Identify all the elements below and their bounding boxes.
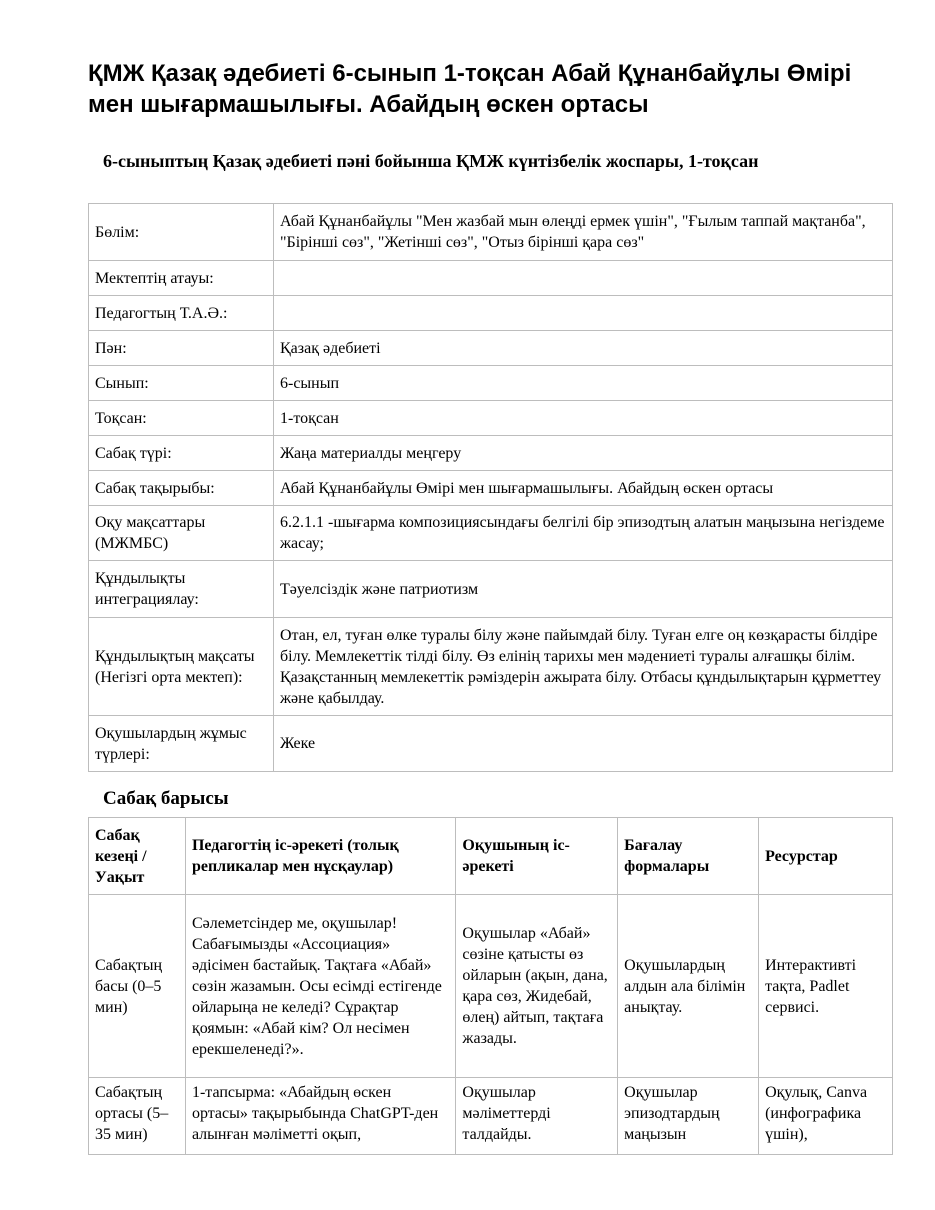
plan-subtitle: 6-сыныптың Қазақ әдебиеті пәні бойынша ҚМЖ күнтізбелік жоспары, 1-тоқсан [103,151,759,171]
info-label: Сабақ тақырыбы: [89,471,274,506]
info-value: Жеке [274,716,893,772]
info-row-term [89,401,893,436]
column-header-teacher-activity: Педагогтің іс-әрекеті (толық репликалар мен нұсқаулар) [185,818,455,895]
info-value: Отан, ел, туған өлке туралы білу және пайымдай білу. Туған елге оң көзқарасты білдіре білу. Мемлекеттік тілді білу. Өз елінің тарихы мен мәдениеті туралы алғашқы білім. Қазақстанның мемлекеттік рәміздерін ажырата білу. Отбасы құндылықтарын құрметтеу және қабылдау. [274,618,893,716]
page-title: ҚМЖ Қазақ әдебиеті 6-сынып 1-тоқсан Абай Құнанбайұлы Өмірі мен шығармашылығы. Абайдың өскен ортасы [88,60,852,118]
info-label: Пән: [89,331,274,366]
info-label: Сынып: [89,366,274,401]
info-label: Құндылықты интеграциялау: [89,561,274,618]
column-header-assessment: Бағалау формалары [618,818,759,895]
info-value: Абай Құнанбайұлы Өмірі мен шығармашылығы. Абайдың өскен ортасы [274,471,893,506]
info-row-teacher [89,296,893,331]
lesson-row-middle [89,1078,893,1155]
column-header-stage: Сабақ кезеңі / Уақыт [89,818,186,895]
info-row-section [89,204,893,261]
info-label: Педагогтың Т.А.Ә.: [89,296,274,331]
lesson-header-row [89,818,893,895]
info-value [274,296,893,331]
lesson-row-beginning [89,895,893,1078]
info-label: Мектептің атауы: [89,261,274,296]
info-row-values-goal [89,618,893,716]
lesson-cell: Сабақтың басы (0–5 мин) [89,895,186,1078]
info-row-values [89,561,893,618]
info-value [274,261,893,296]
info-row-lesson-type [89,436,893,471]
lesson-table [88,817,893,1155]
info-value: Қазақ әдебиеті [274,331,893,366]
info-row-school [89,261,893,296]
info-value: Тәуелсіздік және патриотизм [274,561,893,618]
lesson-cell: Оқушылар эпизодтардың маңызын [618,1078,759,1155]
info-value: 1-тоқсан [274,401,893,436]
info-value: 6.2.1.1 -шығарма композициясындағы белгілі бір эпизодтың алатын маңызына негіздеме жасау; [274,506,893,561]
column-header-student-activity: Оқушының іс-әрекеті [456,818,618,895]
info-label: Оқу мақсаттары (МЖМБС) [89,506,274,561]
column-header-resources: Ресурстар [759,818,893,895]
info-row-grade [89,366,893,401]
info-value: 6-сынып [274,366,893,401]
info-label: Құндылықтың мақсаты (Негізгі орта мектеп): [89,618,274,716]
info-table [88,203,893,772]
lesson-progress-heading: Сабақ барысы [103,788,229,809]
info-label: Тоқсан: [89,401,274,436]
info-row-subject [89,331,893,366]
lesson-cell: Оқушылар мәліметтерді талдайды. [456,1078,618,1155]
info-row-work-types [89,716,893,772]
lesson-cell: Оқушылар «Абай» сөзіне қатысты өз ойларын (ақын, дана, қара сөз, Жидебай, өлең) айтып, тақтаға жазады. [456,895,618,1078]
lesson-cell: Сәлеметсіндер ме, оқушылар! Сабағымызды «Ассоциация» әдісімен бастайық. Тақтаға «Абай» сөзін жазамын. Осы есімді естігенде ойларыңа не келеді? Сұрақтар қоямын: «Абай кім? Ол несімен ерекшеленеді?». [185,895,455,1078]
info-label: Сабақ түрі: [89,436,274,471]
info-label: Бөлім: [89,204,274,261]
info-row-objectives [89,506,893,561]
info-value: Абай Құнанбайұлы "Мен жазбай мын өлеңді ермек үшін", "Ғылым таппай мақтанба", "Бірінші сөз", "Жетінші сөз", "Отыз бірінші қара сөз" [274,204,893,261]
lesson-cell: Сабақтың ортасы (5–35 мин) [89,1078,186,1155]
lesson-cell: Оқулық, Canva (инфографика үшін), [759,1078,893,1155]
lesson-cell: Интерактивті тақта, Padlet сервисі. [759,895,893,1078]
info-value: Жаңа материалды меңгеру [274,436,893,471]
info-row-lesson-topic [89,471,893,506]
lesson-cell: 1-тапсырма: «Абайдың өскен ортасы» тақырыбында ChatGPT-ден алынған мәліметті оқып, [185,1078,455,1155]
lesson-cell: Оқушылардың алдын ала білімін анықтау. [618,895,759,1078]
info-label: Оқушылардың жұмыс түрлері: [89,716,274,772]
